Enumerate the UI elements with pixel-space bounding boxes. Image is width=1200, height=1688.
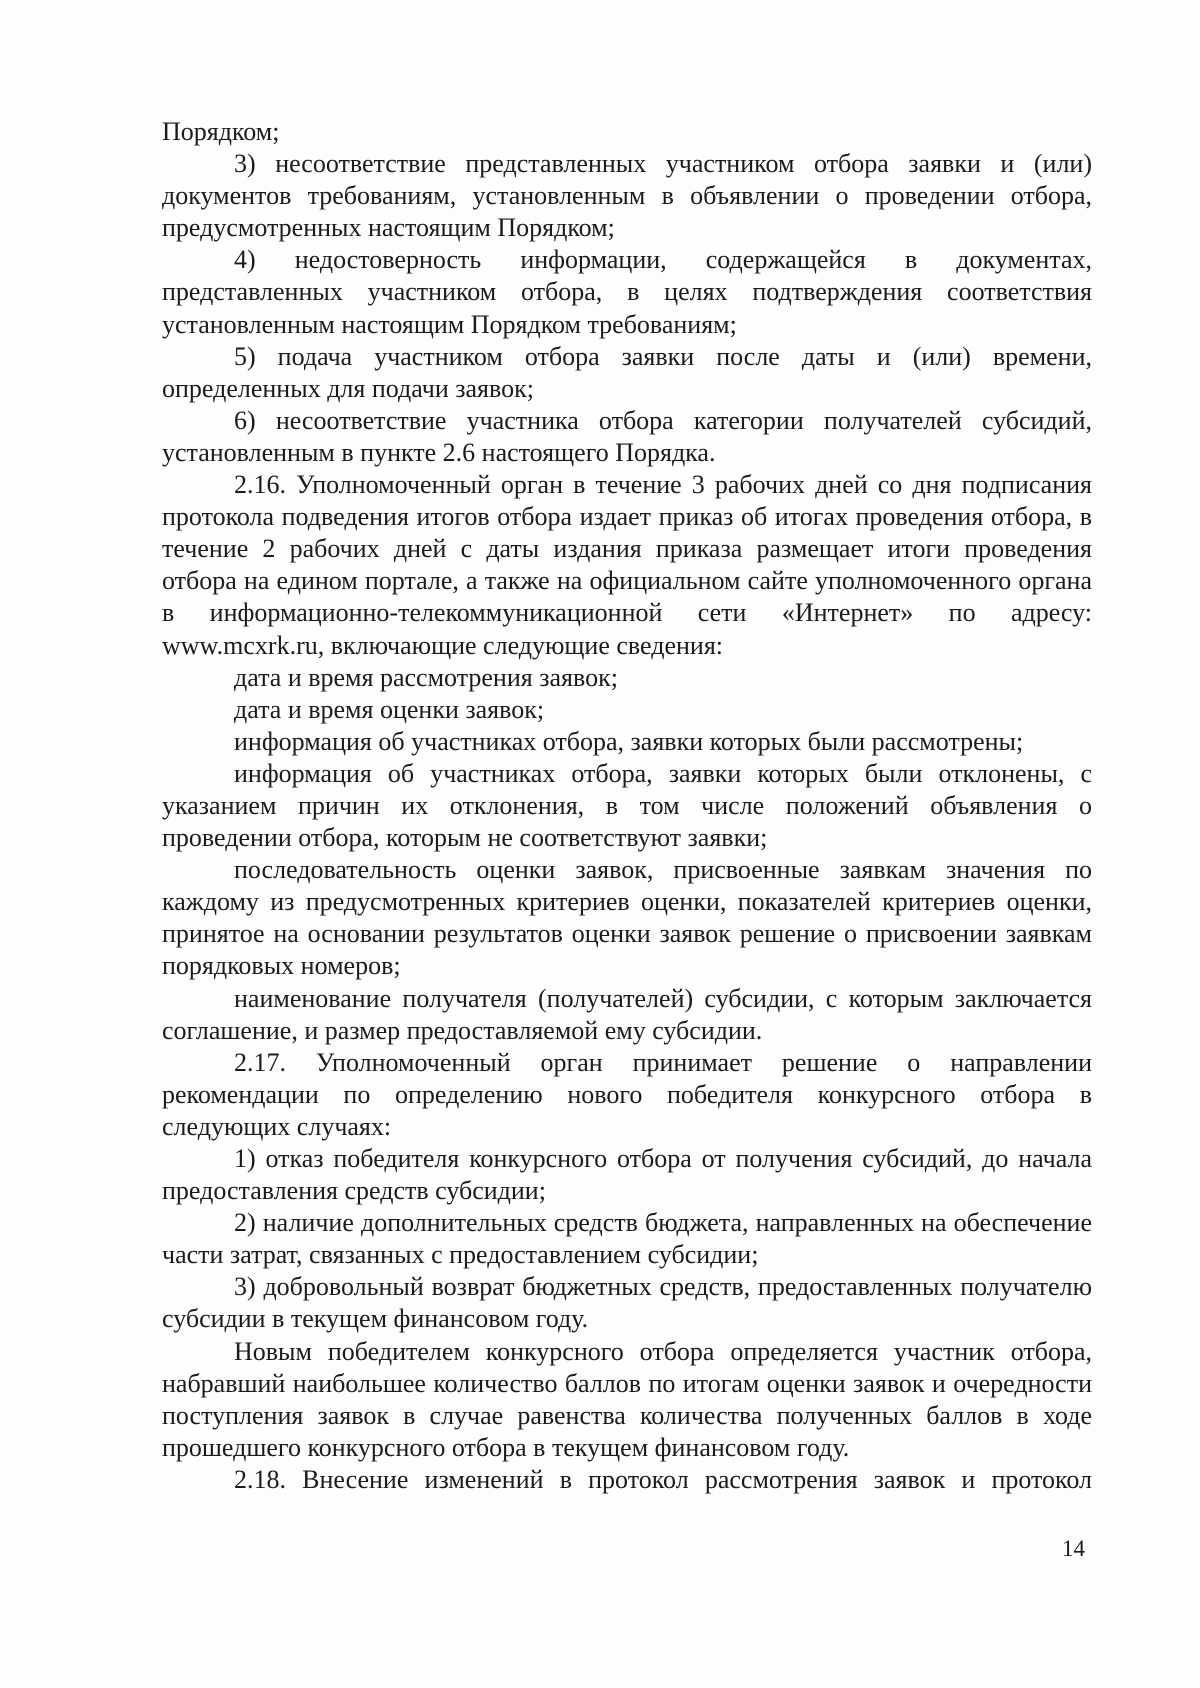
list-item: информация об участниках отбора, заявки которых были отклонены, с указанием причин их отклонения, в том числе положений объявления о проведении отбора, которым не соответствуют заявки; <box>162 758 1092 853</box>
paragraph: 1) отказ победителя конкурсного отбора от получения субсидий, до начала предоставления средств субсидии; <box>162 1144 1092 1206</box>
list-item: последовательность оценки заявок, присвоенные заявкам значения по каждому из предусмотренных критериев оценки, показателей критериев оценки, принятое на основании результатов оценки заявок решение о присвоении заявкам порядковых номеров; <box>162 855 1092 981</box>
paragraph: Порядком; <box>162 117 280 146</box>
paragraph: 2.17. Уполномоченный орган принимает решение о направлении рекомендации по определению нового победителя конкурсного отбора в следующих случаях: <box>162 1047 1092 1141</box>
paragraph: 3) несоответствие представленных участником отбора заявки и (или) документов требованиям, установленным в объявлении о проведении отбора, предусмотренных настоящим Порядком; <box>162 149 1092 243</box>
paragraph: 2.16. Уполномоченный орган в течение 3 рабочих дней со дня подписания протокола подведения итогов отбора издает приказ об итогах проведения отбора, в течение 2 рабочих дней с даты издания приказа размещает итоги проведения отбора на едином портале, а также на официальном сайте уполномоченного органа в информационно-телекоммуникационной сети «Интернет» по адресу: www.mcxrk.ru, включающие следующие сведения: <box>162 470 1092 660</box>
paragraph: 5) подача участником отбора заявки после даты и (или) времени, определенных для подачи заявок; <box>162 341 1092 403</box>
paragraph: 4) недостоверность информации, содержащейся в документах, представленных участником отбора, в целях подтверждения соответствия установленным настоящим Порядком требованиям; <box>162 245 1092 339</box>
paragraph: Новым победителем конкурсного отбора определяется участник отбора, набравший наибольшее количество баллов по итогам оценки заявок и очередности поступления заявок в случае равенства количества полученных баллов в ходе прошедшего конкурсного отбора в текущем финансовом году. <box>162 1336 1092 1462</box>
paragraph: 3) добровольный возврат бюджетных средств, предоставленных получателю субсидии в текущем финансовом году. <box>162 1272 1092 1334</box>
list-item: дата и время рассмотрения заявок; <box>234 662 618 692</box>
document-body <box>162 116 1092 1496</box>
list-item: информация об участниках отбора, заявки которых были рассмотрены; <box>234 726 1024 756</box>
list-item: дата и время оценки заявок; <box>234 694 545 724</box>
paragraph: 6) несоответствие участника отбора категории получателей субсидий, установленным в пункте 2.6 настоящего Порядка. <box>162 405 1092 467</box>
page-number: 14 <box>1062 1536 1085 1561</box>
paragraph: 2.18. Внесение изменений в протокол рассмотрения заявок и протокол <box>234 1464 1092 1494</box>
list-item: наименование получателя (получателей) субсидии, с которым заключается соглашение, и размер предоставляемой ему субсидии. <box>162 983 1092 1045</box>
paragraph: 2) наличие дополнительных средств бюджета, направленных на обеспечение части затрат, связанных с предоставлением субсидии; <box>162 1208 1092 1270</box>
